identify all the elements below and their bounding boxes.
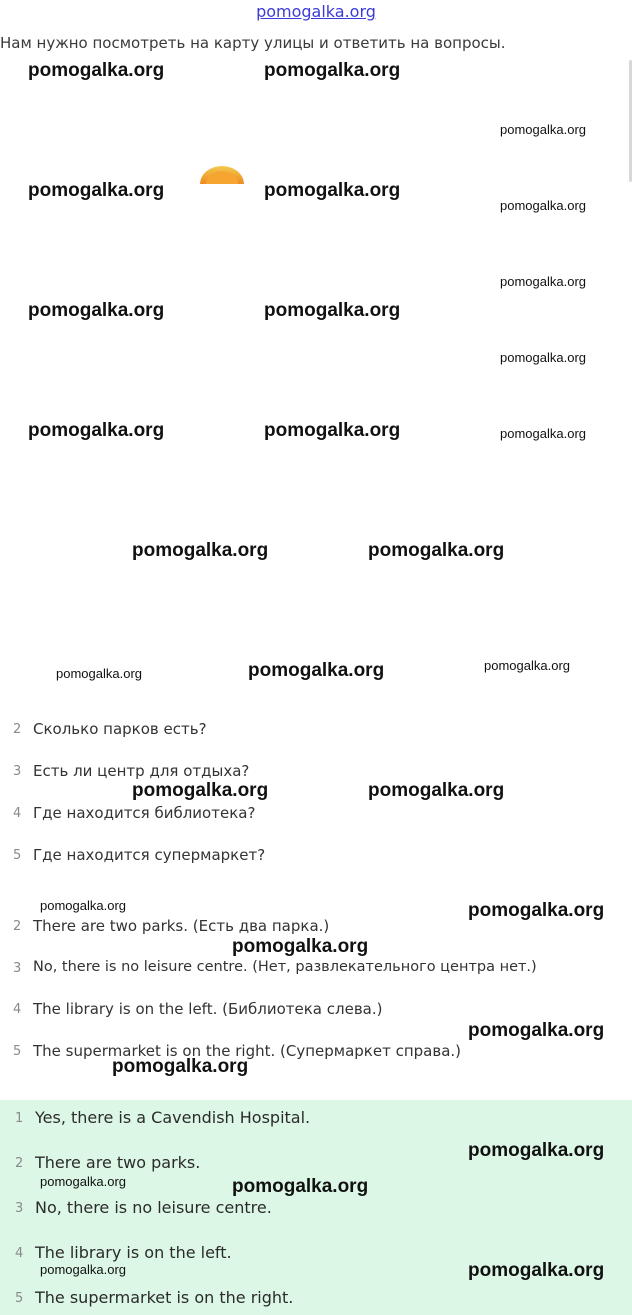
item-text: The library is on the left. (Библиотека слева.): [33, 1000, 383, 1018]
watermark: pomogalka.org: [112, 1056, 249, 1077]
watermark: pomogalka.org: [500, 350, 586, 365]
watermark: pomogalka.org: [368, 540, 505, 561]
item-text: No, there is no leisure centre. (Нет, развлекательного центра нет.): [33, 959, 537, 975]
item-number: 3: [13, 961, 22, 976]
list-item: [0, 804, 632, 828]
header-link[interactable]: pomogalka.org: [256, 2, 376, 21]
list-item: [0, 1108, 632, 1132]
watermark: pomogalka.org: [468, 1260, 605, 1281]
watermark: pomogalka.org: [232, 1176, 369, 1197]
list-item: [0, 762, 632, 786]
watermark: pomogalka.org: [28, 300, 165, 321]
item-text: The supermarket is on the right.: [35, 1288, 294, 1307]
item-text: Сколько парков есть?: [33, 720, 207, 738]
watermark: pomogalka.org: [40, 1262, 126, 1277]
item-text: There are two parks.: [35, 1153, 201, 1172]
watermark: pomogalka.org: [500, 274, 586, 289]
item-text: There are two parks. (Есть два парка.): [33, 917, 330, 935]
item-number: 1: [15, 1111, 24, 1126]
watermark: pomogalka.org: [28, 420, 165, 441]
item-text: Yes, there is a Cavendish Hospital.: [35, 1108, 311, 1127]
item-number: 5: [15, 1291, 24, 1306]
item-text: No, there is no leisure centre.: [35, 1198, 272, 1217]
watermark: pomogalka.org: [232, 936, 369, 957]
watermark: pomogalka.org: [264, 180, 401, 201]
list-item: [0, 1042, 632, 1066]
watermark: pomogalka.org: [264, 420, 401, 441]
watermark: pomogalka.org: [468, 900, 605, 921]
watermark: pomogalka.org: [40, 898, 126, 913]
item-number: 2: [13, 919, 22, 934]
list-item: [0, 1198, 632, 1222]
watermark: pomogalka.org: [264, 60, 401, 81]
item-number: 3: [15, 1201, 24, 1216]
list-item: [0, 1288, 632, 1312]
item-number: 2: [13, 722, 22, 737]
item-number: 4: [13, 1002, 22, 1017]
item-text: Есть ли центр для отдыха?: [33, 762, 250, 780]
watermark: pomogalka.org: [132, 540, 269, 561]
watermark: pomogalka.org: [468, 1020, 605, 1041]
watermark: pomogalka.org: [28, 60, 165, 81]
watermark: pomogalka.org: [56, 666, 142, 681]
item-text: Где находится библиотека?: [33, 804, 256, 822]
item-text: The supermarket is on the right. (Супермаркет справа.): [33, 1042, 462, 1060]
item-text: Где находится супермаркет?: [33, 846, 266, 864]
sun-icon: [196, 160, 248, 186]
item-number: 3: [13, 764, 22, 779]
item-number: 4: [13, 806, 22, 821]
item-number: 5: [13, 848, 22, 863]
watermark: pomogalka.org: [484, 658, 570, 673]
watermark: pomogalka.org: [468, 1140, 605, 1161]
watermark: pomogalka.org: [500, 426, 586, 441]
watermark: pomogalka.org: [40, 1174, 126, 1189]
watermark: pomogalka.org: [248, 660, 385, 681]
watermark: pomogalka.org: [132, 780, 269, 801]
watermark: pomogalka.org: [264, 300, 401, 321]
watermark: pomogalka.org: [28, 180, 165, 201]
item-number: 5: [13, 1044, 22, 1059]
list-item: [0, 720, 632, 744]
item-number: 2: [15, 1156, 24, 1171]
watermark: pomogalka.org: [500, 122, 586, 137]
item-text: The library is on the left.: [35, 1243, 232, 1262]
watermark: pomogalka.org: [368, 780, 505, 801]
watermark: pomogalka.org: [500, 198, 586, 213]
list-item: [0, 846, 632, 870]
item-number: 4: [15, 1246, 24, 1261]
list-item: [0, 959, 632, 983]
intro-text: Нам нужно посмотреть на карту улицы и ответить на вопросы.: [0, 34, 506, 52]
